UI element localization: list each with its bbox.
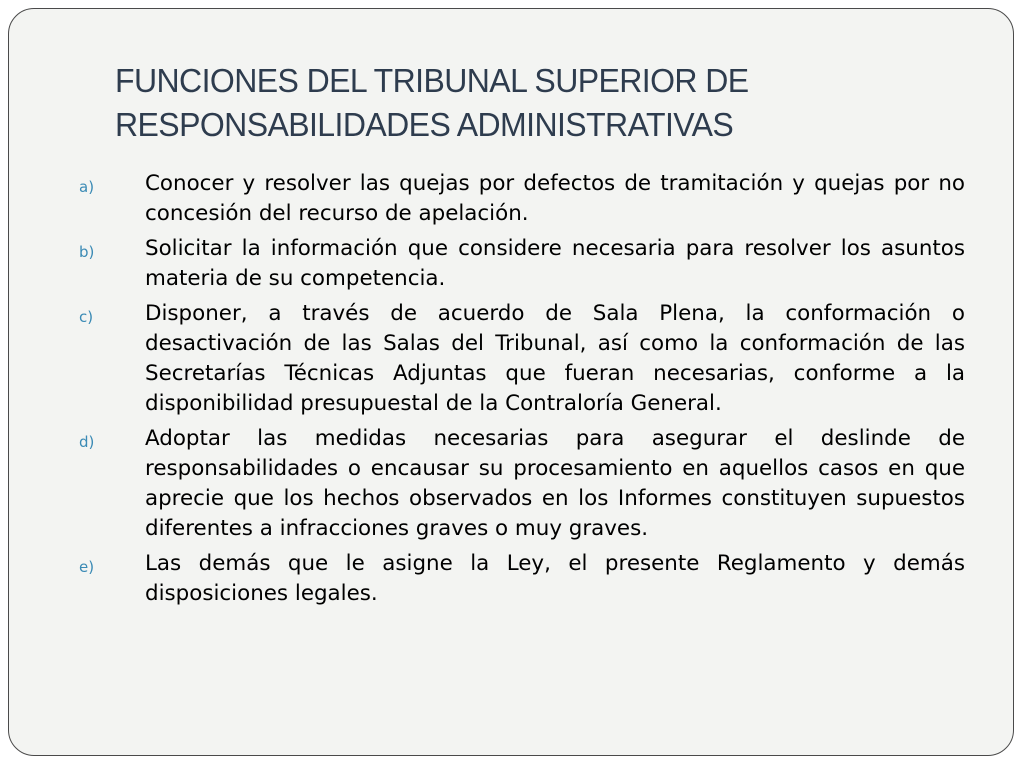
list-item-text: Solicitar la información que considere necesaria para resolver los asuntos materia de su competencia.: [145, 236, 965, 291]
slide-title-line-1: FUNCIONES DEL TRIBUNAL SUPERIOR DE: [115, 62, 749, 99]
list-item-a: [79, 169, 965, 229]
list-marker: c): [79, 308, 94, 326]
list-item-b: [79, 234, 965, 294]
slide-title: [115, 59, 930, 147]
list-item-d: [79, 424, 965, 544]
list-item-text: Adoptar las medidas necesarias para asegurar el deslinde de responsabilidades o encausar su procesamiento en aquellos casos en que aprecie que los hechos observados en los Informes constituyen supuestos diferentes a infracciones graves o muy graves.: [145, 426, 965, 541]
list-marker: d): [79, 433, 95, 451]
list-marker: a): [79, 178, 95, 196]
list-item-text: Las demás que le asigne la Ley, el presente Reglamento y demás disposiciones legales.: [145, 551, 965, 606]
list-marker: b): [79, 243, 95, 261]
list-item-text: Conocer y resolver las quejas por defectos de tramitación y quejas por no concesión del recurso de apelación.: [145, 171, 965, 226]
functions-list: [79, 169, 965, 614]
list-item-e: [79, 549, 965, 609]
list-marker: e): [79, 558, 95, 576]
list-item-c: [79, 299, 965, 419]
slide-frame: [8, 8, 1014, 756]
slide-title-line-2: RESPONSABILIDADES ADMINISTRATIVAS: [115, 106, 734, 143]
list-item-text: Disponer, a través de acuerdo de Sala Plena, la conformación o desactivación de las Salas del Tribunal, así como la conformación de las Secretarías Técnicas Adjuntas que fueran necesarias, conforme a la disponibilidad presupuestal de la Contraloría General.: [145, 301, 965, 416]
